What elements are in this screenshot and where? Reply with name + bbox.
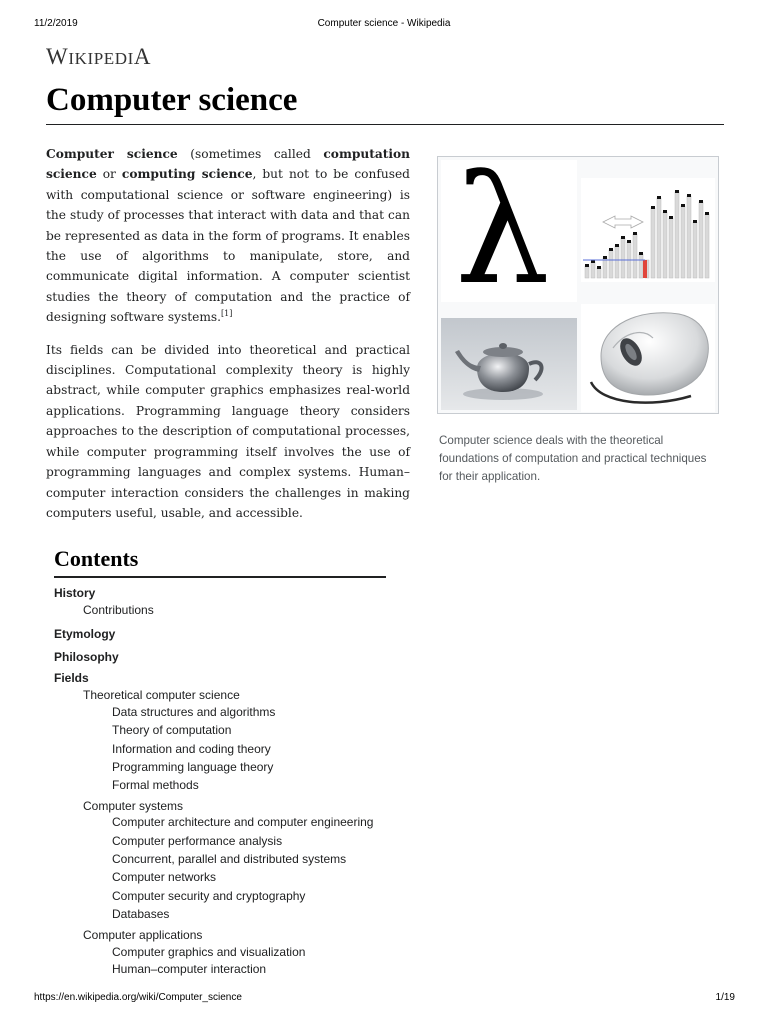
contents-item-level-2[interactable]: Contributions [83, 603, 154, 617]
article-lead [46, 144, 410, 535]
contents-item-level-3[interactable]: Theory of computation [112, 723, 232, 737]
sorting-bars-graphic [581, 178, 715, 282]
contents-item-level-2[interactable]: Computer applications [83, 928, 203, 942]
contents-item-level-1[interactable]: History [54, 586, 96, 600]
teapot-graphic [441, 318, 577, 410]
contents-heading: Contents [54, 546, 139, 571]
mouse-graphic [581, 304, 715, 412]
contents-item-level-3[interactable]: Computer architecture and computer engineering [112, 815, 374, 829]
contents-item-level-3[interactable]: Computer networks [112, 870, 217, 884]
wikipedia-wordmark[interactable] [46, 44, 151, 70]
print-footer [0, 992, 768, 1006]
contents-item-level-3[interactable]: Concurrent, parallel and distributed systems [112, 852, 347, 866]
contents-item-level-3[interactable]: Computer security and cryptography [112, 889, 306, 903]
print-doc-title: Computer science - Wikipedia [317, 18, 451, 29]
contents-item-level-3[interactable]: Data structures and algorithms [112, 705, 276, 719]
contents-item-level-3[interactable]: Human–computer interaction [112, 962, 267, 976]
contents-item-level-3[interactable]: Databases [112, 907, 170, 921]
infobox-caption: Computer science deals with the theoretical foundations of computation and practical techniques for their application. [439, 434, 707, 483]
contents-divider [54, 576, 386, 578]
lead-paragraph-1 [46, 144, 410, 328]
contents-item-level-1[interactable]: Philosophy [54, 650, 119, 664]
print-url: https://en.wikipedia.org/wiki/Computer_science [34, 992, 242, 1003]
print-header [0, 18, 768, 32]
lead-alt-term-1: computation science [46, 147, 410, 182]
lambda-image[interactable] [441, 144, 577, 318]
contents-item-level-2[interactable]: Theoretical computer science [83, 688, 240, 702]
lead-term: Computer science [46, 147, 178, 161]
lambda-symbol: λ [455, 144, 551, 318]
print-page-number: 1/19 [715, 992, 735, 1003]
lead-text-3: , but not to be confused with computational science or software engineering) is the study of processes that interact with data and that can be represented as data in the form of programs. It enables the use of algorithms to manipulate, store, and communicate digital information. A computer scientist studies the theory of computation and the practice of designing software systems. [46, 167, 410, 325]
print-date: 11/2/2019 [34, 18, 78, 29]
wordmark-w: W [46, 44, 69, 69]
contents-item-level-1[interactable]: Etymology [54, 627, 116, 641]
page-title: Computer science [46, 82, 298, 118]
lead-text-2: or [96, 167, 122, 182]
wordmark-a: A [133, 44, 152, 69]
lead-alt-term-2: computing science [121, 167, 253, 182]
contents-item-level-2[interactable]: Computer systems [83, 799, 184, 813]
contents-item-level-3[interactable]: Computer performance analysis [112, 834, 283, 848]
wordmark-middle: IKIPEDI [68, 49, 134, 68]
contents-item-level-1[interactable]: Fields [54, 671, 89, 685]
contents-item-level-3[interactable]: Computer graphics and visualization [112, 945, 306, 959]
contents-item-level-3[interactable]: Programming language theory [112, 760, 274, 774]
lead-paragraph-2: Its fields can be divided into theoretical and practical disciplines. Computational complexity theory is highly abstract, while computer graphics emphasizes real-world applications. Programming language theory considers approaches to the description of computational processes, while computer programming itself involves the use of programming languages and complex systems. Human–computer interaction considers the challenges in making computers useful, usable, and accessible. [46, 342, 410, 520]
title-divider [46, 124, 724, 125]
citation-link[interactable]: [1] [221, 309, 233, 319]
sorting-algorithm-image[interactable] [581, 178, 715, 282]
utah-teapot-image[interactable] [441, 318, 577, 410]
contents-item-level-3[interactable]: Formal methods [112, 778, 199, 792]
contents-item-level-3[interactable]: Information and coding theory [112, 742, 271, 756]
computer-mouse-image[interactable] [581, 304, 715, 412]
lead-text-1: (sometimes called [177, 147, 324, 161]
